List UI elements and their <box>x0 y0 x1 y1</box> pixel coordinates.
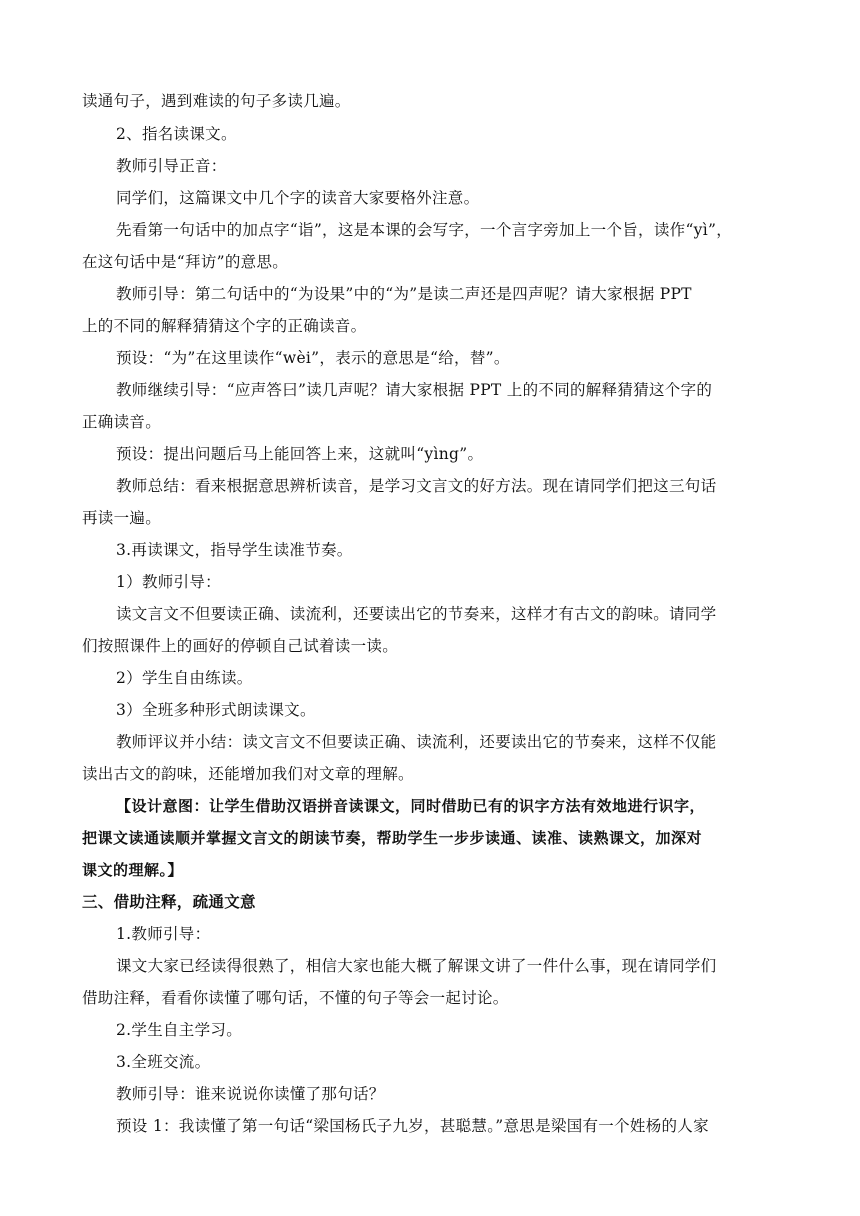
text-line: 3.再读课文，指导学生读准节奏。 <box>116 541 353 559</box>
text-line: 先看第一句话中的加点字“诣”，这是本课的会写字，一个言字旁加上一个旨，读作“yì”， <box>116 221 733 239</box>
text-line: 3.全班交流。 <box>116 1053 211 1071</box>
text-line: 读文言文不但要读正确、读流利，还要读出它的节奏来，这样才有古文的韵味。请同学 <box>116 605 717 623</box>
text-line: 教师继续引导：“应声答曰”读几声呢？请大家根据 PPT 上的不同的解释猜猜这个字的 <box>116 381 713 399</box>
section-heading: 三、借助注释，疏通文意 <box>82 892 256 911</box>
design-intent-line: 【设计意图：让学生借助汉语拼音读课文，同时借助已有的识字方法有效地进行识字， <box>116 797 706 815</box>
text-line: 们按照课件上的画好的停顿自己试着读一读。 <box>82 637 399 655</box>
text-line: 教师引导正音： <box>116 157 227 175</box>
design-intent-line: 课文的理解。】 <box>82 861 184 879</box>
text-line: 预设：“为”在这里读作“wèi”，表示的意思是“给，替”。 <box>116 349 510 367</box>
text-line: 2、指名读课文。 <box>116 125 237 143</box>
text-line: 再读一遍。 <box>82 509 162 527</box>
text-line: 正确读音。 <box>82 413 162 431</box>
text-line: 读出古文的韵味，还能增加我们对文章的理解。 <box>82 765 414 783</box>
text-line: 教师引导：第二句话中的“为设果”中的“为”是读二声还是四声呢？请大家根据 PPT <box>116 285 692 303</box>
text-line: 3）全班多种形式朗读课文。 <box>116 701 316 719</box>
text-line: 课文大家已经读得很熟了，相信大家也能大概了解课文讲了一件什么事，现在请同学们 <box>116 957 717 975</box>
text-line: 2.学生自主学习。 <box>116 1021 242 1039</box>
text-line: 上的不同的解释猜猜这个字的正确读音。 <box>82 317 367 335</box>
text-line: 教师总结：看来根据意思辨析读音，是学习文言文的好方法。现在请同学们把这三句话 <box>116 477 717 495</box>
design-intent-line: 把课文读通读顺并掌握文言文的朗读节奏，帮助学生一步步读通、读准、读熟课文，加深对 <box>82 829 703 847</box>
text-line: 2）学生自由练读。 <box>116 669 253 687</box>
text-line: 在这句话中是“拜访”的意思。 <box>82 253 289 271</box>
text-line: 读通句子，遇到难读的句子多读几遍。 <box>82 92 351 110</box>
text-line: 借助注释，看看你读懂了哪句话，不懂的句子等会一起讨论。 <box>82 989 509 1007</box>
text-line: 预设 1：我读懂了第一句话“梁国杨氏子九岁，甚聪慧。”意思是梁国有一个姓杨的人家 <box>116 1117 709 1135</box>
text-line: 教师评议并小结：读文言文不但要读正确、读流利，还要读出它的节奏来，这样不仅能 <box>116 733 717 751</box>
text-line: 预设：提出问题后马上能回答上来，这就叫“yìng”。 <box>116 445 484 463</box>
text-line: 1.教师引导： <box>116 925 211 943</box>
text-line: 1）教师引导： <box>116 573 221 591</box>
text-line: 教师引导：谁来说说你读懂了那句话？ <box>116 1085 385 1103</box>
text-line: 同学们，这篇课文中几个字的读音大家要格外注意。 <box>116 189 480 207</box>
